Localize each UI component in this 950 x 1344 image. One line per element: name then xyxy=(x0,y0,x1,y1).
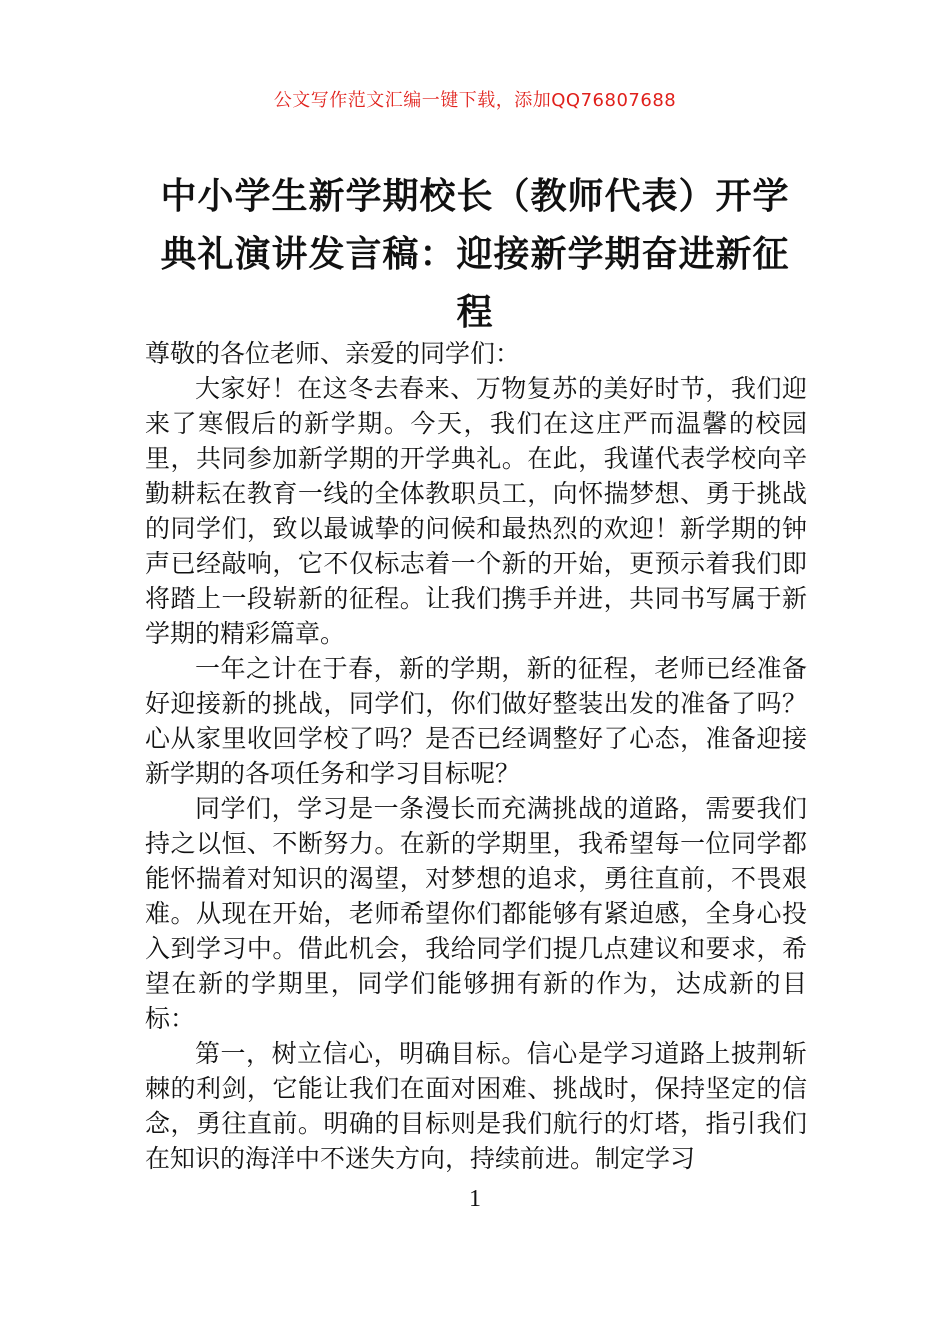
document-title: 中小学生新学期校长（教师代表）开学典礼演讲发言稿：迎接新学期奋进新征程 xyxy=(160,176,790,333)
paragraph-study-path: 同学们，学习是一条漫长而充满挑战的道路，需要我们持之以恒、不断努力。在新的学期里，我希望每一位同学都能怀揣着对知识的渴望，对梦想的追求，勇往直前，不畏艰难。从现在开始，老师希望你们都能够有紧迫感，全身心投入到学习中。借此机会，我给同学们提几点建议和要求，希望在新的学期里，同学们能够拥有新的作为，达成新的目标： xyxy=(145,794,807,1033)
paragraph-greeting: 大家好！在这冬去春来、万物复苏的美好时节，我们迎来了寒假后的新学期。今天，我们在这庄严而温馨的校园里，共同参加新学期的开学典礼。在此，我谨代表学校向辛勤耕耘在教育一线的全体教职员工，向怀揣梦想、勇于挑战的同学们，致以最诚挚的问候和最热烈的欢迎！新学期的钟声已经敲响，它不仅标志着一个新的开始，更预示着我们即将踏上一段崭新的征程。让我们携手并进，共同书写属于新学期的精彩篇章。 xyxy=(145,374,807,648)
document-body xyxy=(145,336,807,1176)
page-number: 1 xyxy=(469,1186,481,1212)
paragraph-point-one: 第一，树立信心，明确目标。信心是学习道路上披荆斩棘的利剑，它能让我们在面对困难、挑战时，保持坚定的信念，勇往直前。明确的目标则是我们航行的灯塔，指引我们在知识的海洋中不迷失方向，持续前进。制定学习 xyxy=(145,1039,807,1173)
promo-header-text: 公文写作范文汇编一键下载，添加QQ76807688 xyxy=(273,90,677,111)
salutation: 尊敬的各位老师、亲爱的同学们： xyxy=(145,339,521,368)
paragraph-new-term: 一年之计在于春，新的学期，新的征程，老师已经准备好迎接新的挑战，同学们，你们做好整装出发的准备了吗？心从家里收回学校了吗？是否已经调整好了心态，准备迎接新学期的各项任务和学习目标呢？ xyxy=(145,654,807,788)
